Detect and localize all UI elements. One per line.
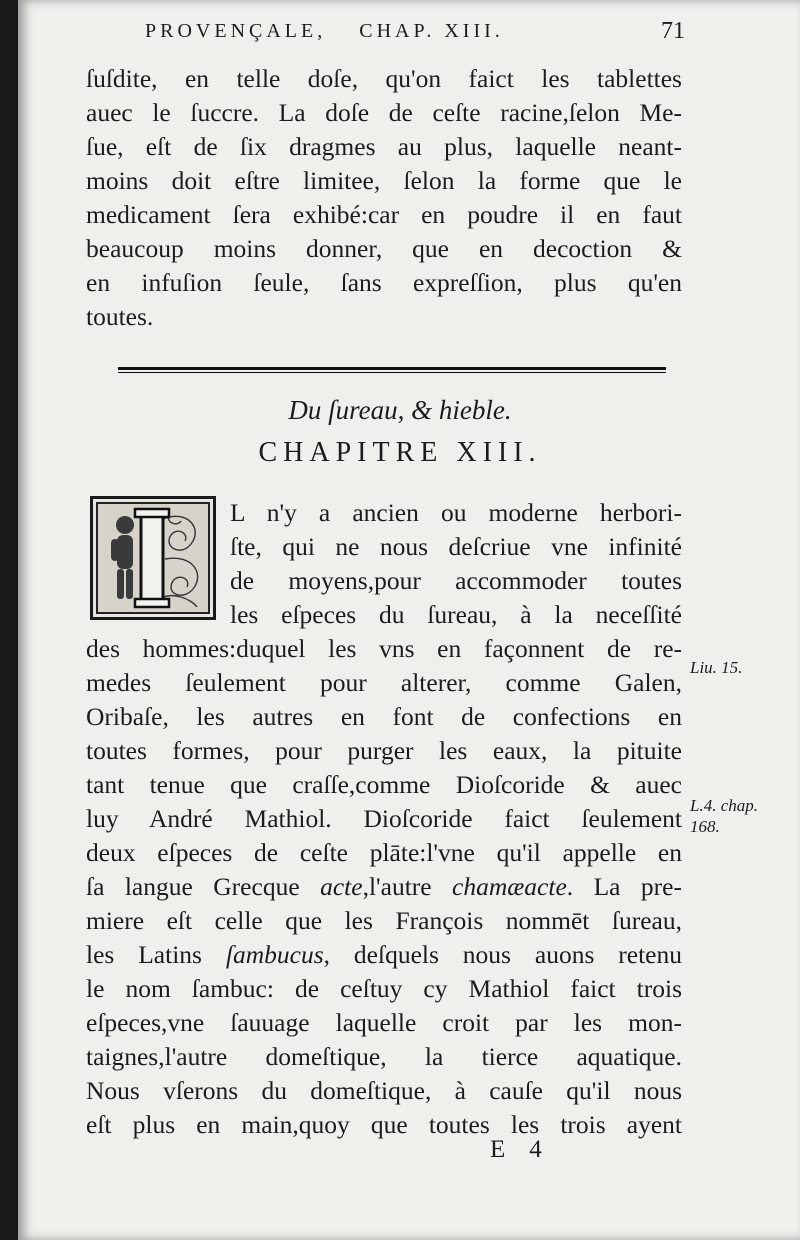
text-line: luy André Mathiol. Dioſcoride faict ſeulement <box>86 804 682 833</box>
text-line: en infuſion ſeule, ſans expreſſion, plus qu'en <box>86 268 682 297</box>
text-span: les Latins <box>86 940 226 969</box>
text-line: toutes. <box>86 302 154 331</box>
text-line: ſue, eſt de ſix dragmes au plus, laquelle neant- <box>86 132 682 161</box>
text-line: deux eſpeces de ceſte plāte:l'vne qu'il appelle en <box>86 838 682 867</box>
text-line: tant tenue que craſſe,comme Dioſcoride & auec <box>86 770 682 799</box>
signature-number: 4 <box>529 1136 544 1163</box>
text-line: de moyens,pour accommoder toutes <box>230 566 682 595</box>
text-line: Oribaſe, les autres en font de confections en <box>86 702 682 731</box>
text-line <box>86 938 682 972</box>
text-line: les eſpeces du ſureau, à la neceſſité <box>230 600 682 629</box>
text-span: ſa langue Grecque <box>86 872 321 901</box>
margin-note: L.4. chap. <box>690 796 758 815</box>
text-line: L n'y a ancien ou moderne herbori- <box>230 498 682 527</box>
text-line: moins doit eſtre limitee, ſelon la forme que le <box>86 166 682 195</box>
ornamental-initial-icon <box>90 496 216 620</box>
text-line: eſt plus en main,quoy que toutes les trois ayent <box>86 1110 682 1139</box>
text-line: des hommes:duquel les vns en façonnent de re- <box>86 634 682 663</box>
latin-term-sambucus: ſambucus <box>225 940 324 969</box>
text-span: , deſquels nous auons retenu <box>323 940 682 969</box>
text-line: miere eſt celle que les François nommēt ſureau, <box>86 906 682 935</box>
section-rule <box>118 367 666 373</box>
text-span: . La pre- <box>566 872 682 901</box>
text-line: ſte, qui ne nous deſcriue vne infinité <box>230 532 682 561</box>
text-line: medes ſeulement pour alterer, comme Galen, <box>86 668 682 697</box>
chapter-title: Du ſureau, & hieble. <box>288 395 512 425</box>
text-line: eſpeces,vne ſauuage laquelle croit par les mon- <box>86 1008 682 1037</box>
text-line <box>86 870 682 904</box>
page-number: 71 <box>661 18 685 44</box>
text-line: taignes,l'autre domeſtique, la tierce aquatique. <box>86 1042 682 1071</box>
chapter-number: CHAPITRE XIII. <box>258 437 542 468</box>
greek-term-chamaeacte: chamæacte <box>452 872 567 901</box>
text-line: ſuſdite, en telle doſe, qu'on faict les tablettes <box>86 64 682 93</box>
header-chapter: CHAP. XIII. <box>359 20 504 42</box>
text-line: Nous vſerons du domeſtique, à cauſe qu'il nous <box>86 1076 682 1105</box>
greek-term-acte: acte <box>320 872 363 901</box>
text-span: ,l'autre <box>362 872 453 901</box>
signature-letter: E <box>490 1136 508 1163</box>
text-line: toutes formes, pour purger les eaux, la pituite <box>86 736 682 765</box>
text-line: medicament ſera exhibé:car en poudre il en faut <box>86 200 682 229</box>
margin-note: Liu. 15. <box>690 658 743 677</box>
text-line: auec le ſuccre. La doſe de ceſte racine,ſelon Me- <box>86 98 682 127</box>
running-header <box>145 20 685 43</box>
running-title: PROVENÇALE, <box>145 20 327 42</box>
text-line: le nom ſambuc: de ceſtuy cy Mathiol faict trois <box>86 974 682 1003</box>
page-signature <box>490 1136 544 1164</box>
text-line: beaucoup moins donner, que en decoction & <box>86 234 682 263</box>
margin-note: 168. <box>690 817 720 836</box>
